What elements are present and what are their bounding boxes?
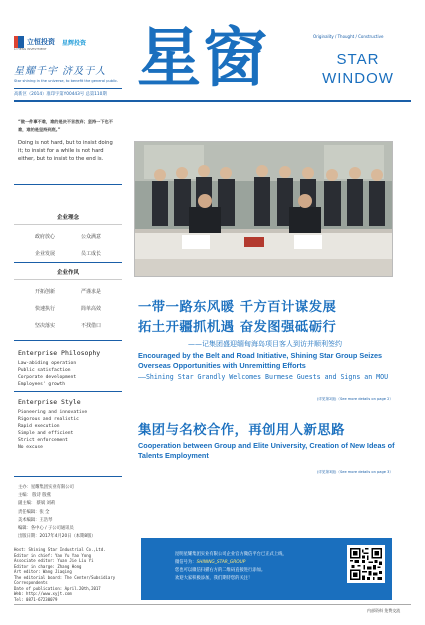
wechat-id-label: 微信号为： (175, 560, 197, 565)
style-item: 坚决落实 (34, 323, 55, 329)
credits-en (14, 547, 124, 602)
credit-line: 副主编： 蔡斌 刘莉 (18, 501, 56, 507)
style-grid (14, 280, 122, 329)
style-en-item: Strict enforcement (18, 438, 68, 443)
masthead-note: Originality / Thought / Constructive (313, 34, 384, 39)
credit-en-line: Editor in charge: Zhang Hong (14, 563, 82, 569)
article1-subtitle: ——记集团盛迎缅甸海岛项目客人到访并顺利签约 (188, 340, 342, 348)
style-en-item: Rigorous and realistic (18, 417, 79, 422)
style-item: 快速执行 (34, 306, 55, 312)
signing-ceremony-photo (134, 141, 393, 277)
philosophy-en-item: Employees' growth (18, 382, 66, 387)
article2-en-headline: Cooperation between Group and Elite University, Creation of New Ideas of Talents Employment (138, 441, 395, 460)
style-en-item: Pioneering and innovative (18, 410, 88, 415)
sidebar-divider (14, 391, 122, 392)
credit-en-line: Host: Shining Star Industrial Co.,Ltd. (14, 547, 106, 552)
philosophy-item: 员工成长 (80, 251, 101, 257)
credits-cn (18, 484, 122, 541)
article1-en-headline: Encouraged by the Belt and Road Initiative, Shining Star Group Seizes Overseas Opportunities with Unremitting Efforts (138, 351, 383, 370)
wechat-promo-box (141, 538, 392, 600)
article2-headline: 集团与名校合作，再创用人新思路 (138, 423, 345, 438)
style-en-item: Simple and efficient (18, 431, 74, 436)
credit-en-line: Date of publication: April.20th,2017 (14, 585, 101, 591)
article1-headline-line2: 拓土开疆抓机遇 奋发图强砥砺行 (138, 320, 337, 335)
credit-en-line: Web: http://www.xyjt.com (14, 591, 72, 596)
philosophy-en-title: Enterprise Philosophy (18, 349, 101, 357)
credit-line: 主编： 殷诗 殷燕 (18, 493, 51, 499)
philosophy-item: 公众满意 (80, 234, 101, 240)
credit-line: 编辑：各中心 / 子公司通讯员 (18, 526, 74, 532)
issue-number: 高新区（2014）准印字第Y00443号 总第110期 (14, 88, 122, 98)
article2-see-more: (详见第3版)（See more details on page 3） (316, 470, 393, 474)
distribution-note: 内部资料 免费交流 (367, 608, 401, 613)
sidebar-divider (14, 340, 122, 341)
article1-see-more: (详见第2版)（See more details on page 2） (316, 397, 393, 401)
philosophy-en-item: Public satisfaction (18, 368, 71, 373)
style-title: 企业作风 (14, 268, 122, 280)
philosophy-item: 企业发展 (34, 251, 55, 257)
style-block (14, 268, 122, 329)
credit-line: 美术编辑：王浩琴 (18, 517, 53, 523)
credit-en-line: The editorial board: The Center/Subsidiary Correspondents (14, 574, 116, 585)
logo-text: 立恒投资 (27, 37, 55, 46)
philosophy-en-list (18, 360, 122, 388)
quote-cn: “做一件事不难，难的是决不言放弃；坚持一下也不难，难的是坚持到底。” (18, 119, 113, 132)
slogan: 星耀千宇 济及于人 (14, 66, 107, 77)
credit-en-line: Editor in chief: Yao Yu Yao Yong (14, 552, 92, 558)
logo-subtext: LI HENG INVESTMENT (14, 47, 47, 51)
style-item: 不找借口 (80, 323, 101, 329)
sidebar-divider (14, 262, 122, 263)
promo-line (175, 559, 335, 567)
logo-tag: 星辉投资 (62, 39, 87, 47)
style-en-item: Rapid execution (18, 424, 60, 429)
masthead-title: 星窗 (137, 21, 269, 96)
sidebar-divider (14, 476, 122, 477)
article1-en-subtitle: ——Shining Star Grandly Welcomes Burmese Guests and Signs an MOU (138, 373, 389, 381)
article1-headline (138, 298, 388, 338)
style-en-title: Enterprise Style (18, 398, 81, 406)
credit-line: 主办：星耀集团实业有限公司 (18, 485, 74, 490)
philosophy-grid (14, 225, 122, 257)
philosophy-en-item: Corporate development (18, 375, 77, 380)
credit-en-line: Tel: 0871-67230079 (14, 596, 58, 602)
quote-divider (14, 184, 122, 185)
masthead-en-line2: WINDOW (322, 70, 394, 87)
wechat-promo-text (175, 551, 335, 583)
credit-line: 责任编辑：张 全 (18, 509, 50, 515)
style-en-list (18, 409, 122, 451)
quote-en: Doing is not hard, but to insist doing it; to insist for a while is not hard either, but to insist to the end is. (18, 140, 113, 162)
qr-code-icon[interactable] (347, 545, 385, 583)
philosophy-item: 政府放心 (34, 234, 55, 240)
credit-line: 出版日期：2017年4月20日（本期8版） (18, 534, 96, 540)
masthead-en (309, 50, 407, 88)
style-item: 开拓创新 (34, 289, 55, 295)
slogan-en: Star shining in the universe, to benefit the general public. (14, 79, 119, 83)
promo-line: 欢迎大家积极添加，我们期待您的关注！ (175, 576, 253, 581)
style-item: 简单高效 (80, 306, 101, 312)
philosophy-en-item: Law-abiding operation (18, 361, 77, 366)
masthead-divider (14, 100, 411, 102)
wechat-id: SHINING_STAR_GROUP (196, 560, 246, 565)
article1-headline-line1: 一带一路东风暖 千方百计谋发展 (138, 300, 337, 315)
promo-line: 您也可以微信扫描右方的二维码直接进行添加。 (175, 568, 266, 573)
credit-en-line: Art editor: Wang Jiaqing (14, 569, 72, 574)
masthead-en-line1: STAR (336, 51, 380, 68)
footer-divider (14, 604, 411, 605)
credit-en-line: Associate editor: Yuan Jie Liu Yi (14, 558, 94, 563)
promo-line: 昆明星耀集团实业有限公司企业官方微信平台已正式上线， (175, 552, 287, 557)
philosophy-title: 企业理念 (14, 213, 122, 225)
philosophy-block (14, 213, 122, 257)
style-en-item: No excuse (18, 445, 43, 450)
style-item: 严谨求是 (80, 289, 101, 295)
